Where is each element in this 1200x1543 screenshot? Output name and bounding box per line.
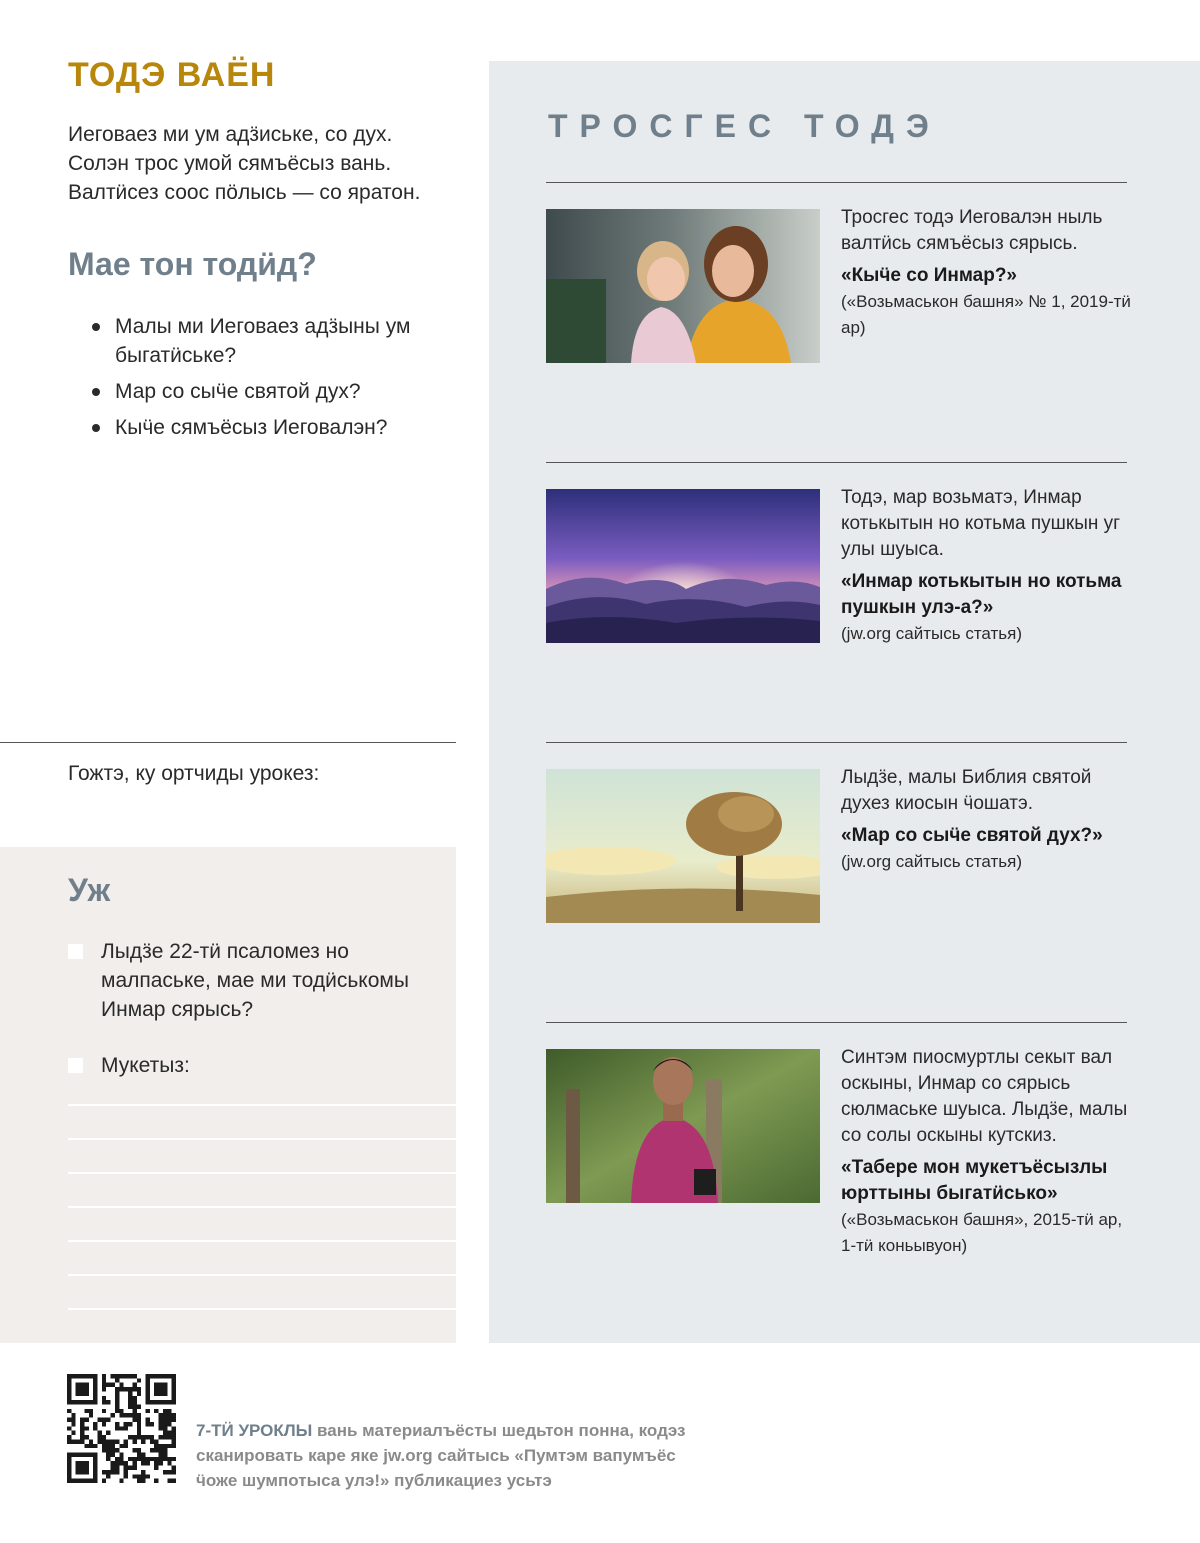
writing-line[interactable] xyxy=(68,1274,456,1276)
review-question: Малы ми Иеговаез адӟыны ум быгатӥське? xyxy=(92,312,422,370)
checkbox-icon[interactable] xyxy=(68,1058,83,1073)
card-description: Лыдӟе, малы Библия святой духез киосын ӵошатэ. xyxy=(841,767,1092,814)
writing-line[interactable] xyxy=(68,1240,456,1242)
sunrise-landscape-illustration[interactable] xyxy=(546,489,820,643)
card-source: (jw.org сайтысь статья) xyxy=(841,852,1023,871)
qr-code-icon[interactable] xyxy=(67,1374,176,1483)
review-question: Кыӵе сямъёсыз Иеговалэн? xyxy=(92,413,422,442)
card-text xyxy=(841,765,1131,875)
card-divider xyxy=(546,1022,1127,1023)
card-text xyxy=(841,1045,1131,1259)
lessons-date-note: Гожтэ, ку ортчиды урокез: xyxy=(68,762,320,785)
card-description: Синтэм пиосмуртлы секыт вал оскыны, Инмар со сярысь сюлмаське шуыса. Лыдӟе, малы со солы оскыны кутскиз. xyxy=(841,1047,1128,1146)
card-title-link[interactable]: «Мар со сыӵе святой дух?» xyxy=(841,825,1103,846)
card-title-link[interactable]: «Табере мон мукетъёсызлы юрттыны быгатӥсько» xyxy=(841,1157,1108,1204)
goal-item[interactable] xyxy=(68,1051,438,1080)
footer-lead: 7-ТӤ УРОКЛЫ xyxy=(196,1421,313,1440)
goal-box xyxy=(0,847,456,1343)
checkbox-icon[interactable] xyxy=(68,944,83,959)
goal-item[interactable] xyxy=(68,937,438,1024)
card-divider xyxy=(546,742,1127,743)
windblown-tree-illustration[interactable] xyxy=(546,769,820,923)
writing-line[interactable] xyxy=(68,1206,456,1208)
section-divider xyxy=(0,742,456,743)
summary-text: Иеговаез ми ум адӟиське, со дух. Солэн трос умой сямъёсыз вань. Валтӥсез соос пӧлысь — со яратон. xyxy=(68,123,421,204)
card-source: («Возьмаськон башня» № 1, 2019-тӥ ар) xyxy=(841,292,1131,337)
card-text xyxy=(841,205,1131,341)
footer-text: вань материалъёсты шедьтон понна, кодэз сканировать каре яке jw.org сайтысь «Пумтэм вапумъёс ӵоже шумпотыса улэ!» публикациез усьтэ xyxy=(196,1421,686,1490)
card-source: («Возьмаськон башня», 2015-тӥ ар, 1-тӥ коньывуон) xyxy=(841,1210,1123,1255)
card-title-link[interactable]: «Инмар котькытын но котьма пушкын улэ-а?» xyxy=(841,571,1122,618)
card-source: (jw.org сайтысь статья) xyxy=(841,624,1023,643)
summary-title: ТОДЭ ВАЁН xyxy=(68,56,276,94)
card-title-link[interactable]: «Кыӵе со Инмар?» xyxy=(841,265,1018,286)
review-questions xyxy=(92,312,422,449)
writing-line[interactable] xyxy=(68,1138,456,1140)
goal-title: Уж xyxy=(68,872,111,908)
footer-note xyxy=(196,1418,716,1493)
writing-line[interactable] xyxy=(68,1104,456,1106)
card-text xyxy=(841,485,1131,647)
writing-line[interactable] xyxy=(68,1172,456,1174)
card-description: Тодэ, мар возьматэ, Инмар котькытын но котьма пушкын уг улы шуыса. xyxy=(841,487,1121,560)
writing-line[interactable] xyxy=(68,1308,456,1310)
goal-item-label: Лыдӟе 22-тӥ псаломез но малпаське, мае ми тодӥськомы Инмар сярысь? xyxy=(101,940,409,1021)
card-description: Тросгес тодэ Иеговалэн ныль валтӥсь сямъёсыз сярысь. xyxy=(841,207,1103,254)
further-reading-title: ТРОСГЕС ТОДЭ xyxy=(548,108,941,144)
goal-item-label: Мукетыз: xyxy=(101,1054,190,1077)
card-divider xyxy=(546,182,1127,183)
review-question: Мар со сыӵе святой дух? xyxy=(92,377,422,406)
review-title: Мае тон тодӥд? xyxy=(68,246,317,282)
mother-and-child-photo[interactable] xyxy=(546,209,820,363)
man-with-bag-photo[interactable] xyxy=(546,1049,820,1203)
card-divider xyxy=(546,462,1127,463)
